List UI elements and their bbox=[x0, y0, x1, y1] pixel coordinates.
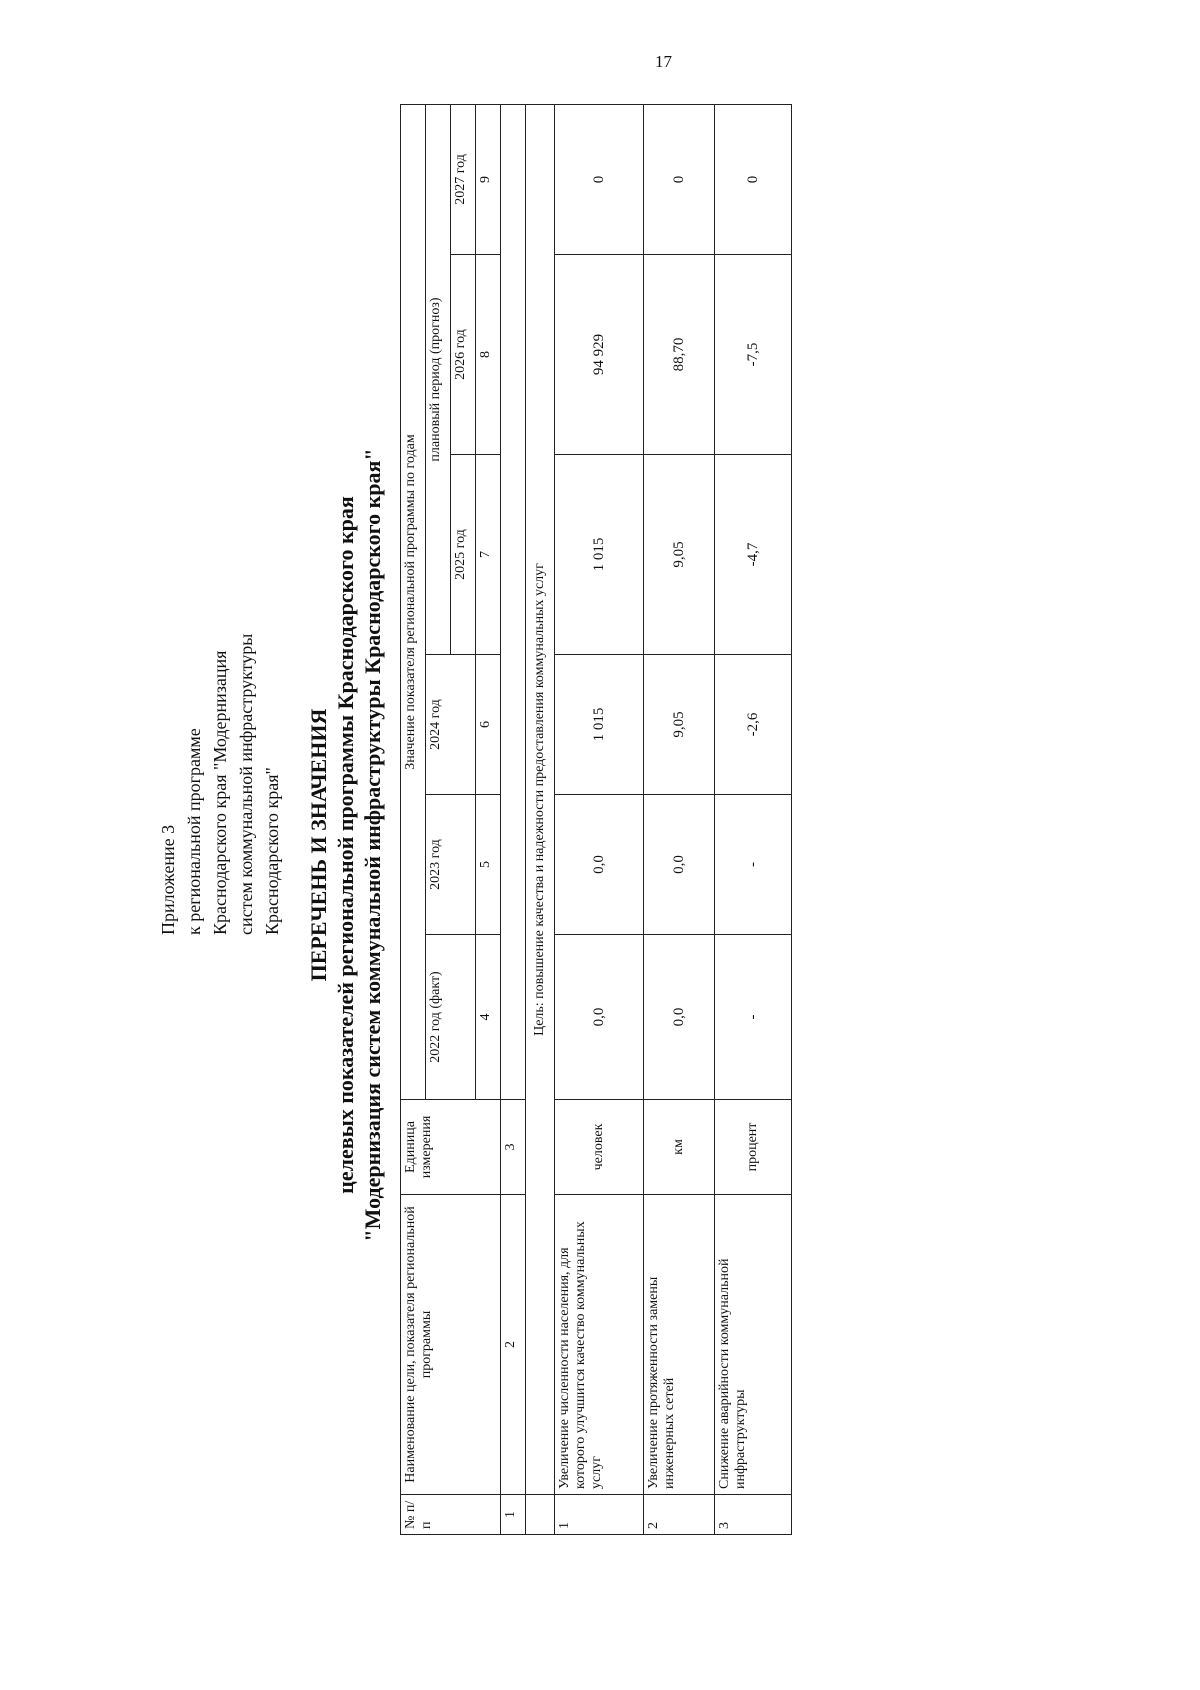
table-row bbox=[555, 104, 644, 1534]
colnum-6: 6 bbox=[476, 655, 501, 795]
appendix-line: к региональной программе bbox=[184, 728, 204, 935]
row-num: 2 bbox=[644, 1495, 715, 1535]
appendix-line: Приложение 3 bbox=[158, 824, 178, 935]
colnum-4: 4 bbox=[476, 935, 501, 1100]
row-value-2024: 1 015 bbox=[555, 655, 644, 795]
title-line-2: целевых показателей региональной программы Краснодарского края bbox=[333, 496, 358, 1194]
row-value-2022: 0,0 bbox=[555, 935, 644, 1100]
row-num: 3 bbox=[715, 1495, 792, 1535]
table-row bbox=[644, 104, 715, 1534]
header-2024: 2024 год bbox=[426, 655, 476, 795]
row-value-2023: - bbox=[715, 795, 792, 935]
header-num: № п/п bbox=[401, 1495, 501, 1535]
row-name: Увеличение численности населения, для которого улучшится качество коммунальных услуг bbox=[555, 1195, 644, 1495]
row-value-2022: - bbox=[715, 935, 792, 1100]
row-value-2027: 0 bbox=[715, 104, 792, 254]
row-name: Увеличение протяженности замены инженерных сетей bbox=[644, 1195, 715, 1495]
row-value-2024: 9,05 bbox=[644, 655, 715, 795]
header-row-1 bbox=[401, 104, 426, 1534]
column-number-row bbox=[501, 104, 526, 1534]
row-value-2025: 1 015 bbox=[555, 455, 644, 655]
document-title bbox=[305, 75, 386, 1615]
row-value-2025: 9,05 bbox=[644, 455, 715, 655]
appendix-line: Краснодарского края" bbox=[262, 767, 282, 935]
header-name: Наименование цели, показателя региональной программы bbox=[401, 1195, 501, 1495]
page-number: 17 bbox=[655, 52, 672, 71]
table-row bbox=[715, 104, 792, 1534]
header-2026: 2026 год bbox=[451, 255, 476, 455]
rotated-sheet bbox=[155, 75, 1015, 1615]
appendix-line: систем коммунальной инфраструктуры bbox=[236, 633, 256, 935]
row-value-2026: 88,70 bbox=[644, 255, 715, 455]
row-value-2026: -7,5 bbox=[715, 255, 792, 455]
row-unit: процент bbox=[715, 1100, 792, 1195]
indicators-table bbox=[400, 104, 792, 1535]
row-value-2023: 0,0 bbox=[644, 795, 715, 935]
row-num: 1 bbox=[555, 1495, 644, 1535]
colnum-spacer bbox=[501, 104, 526, 1099]
goal-text: Цель: повышение качества и надежности предоставления коммунальных услуг bbox=[526, 104, 555, 1494]
row-unit: человек bbox=[555, 1100, 644, 1195]
row-value-2025: -4,7 bbox=[715, 455, 792, 655]
header-2023: 2023 год bbox=[426, 795, 476, 935]
colnum-3: 3 bbox=[501, 1100, 526, 1195]
row-value-2023: 0,0 bbox=[555, 795, 644, 935]
colnum-7: 7 bbox=[476, 455, 501, 655]
appendix-line: Краснодарского края "Модернизация bbox=[210, 650, 230, 935]
colnum-9: 9 bbox=[476, 104, 501, 254]
header-unit: Единица измерения bbox=[401, 1100, 501, 1195]
header-2025: 2025 год bbox=[451, 455, 476, 655]
header-2027: 2027 год bbox=[451, 104, 476, 254]
row-value-2024: -2,6 bbox=[715, 655, 792, 795]
row-unit: км bbox=[644, 1100, 715, 1195]
row-value-2026: 94 929 bbox=[555, 255, 644, 455]
title-line-1: ПЕРЕЧЕНЬ И ЗНАЧЕНИЯ bbox=[306, 708, 331, 982]
row-name: Снижение аварийности коммунальной инфраструктуры bbox=[715, 1195, 792, 1495]
row-value-2022: 0,0 bbox=[644, 935, 715, 1100]
goal-row bbox=[526, 104, 555, 1534]
goal-num-cell bbox=[526, 1495, 555, 1535]
header-values-group: Значение показателя региональной программы по годам bbox=[401, 104, 426, 1099]
title-line-3: "Модернизация систем коммунальной инфраструктуры Краснодарского края" bbox=[360, 448, 385, 1242]
colnum-5: 5 bbox=[476, 795, 501, 935]
colnum-8: 8 bbox=[476, 255, 501, 455]
header-plan-period: плановый период (прогноз) bbox=[426, 104, 451, 654]
appendix-note bbox=[155, 375, 285, 935]
row-value-2027: 0 bbox=[644, 104, 715, 254]
row-value-2027: 0 bbox=[555, 104, 644, 254]
colnum-1: 1 bbox=[501, 1495, 526, 1535]
header-2022: 2022 год (факт) bbox=[426, 935, 476, 1100]
colnum-2: 2 bbox=[501, 1195, 526, 1495]
